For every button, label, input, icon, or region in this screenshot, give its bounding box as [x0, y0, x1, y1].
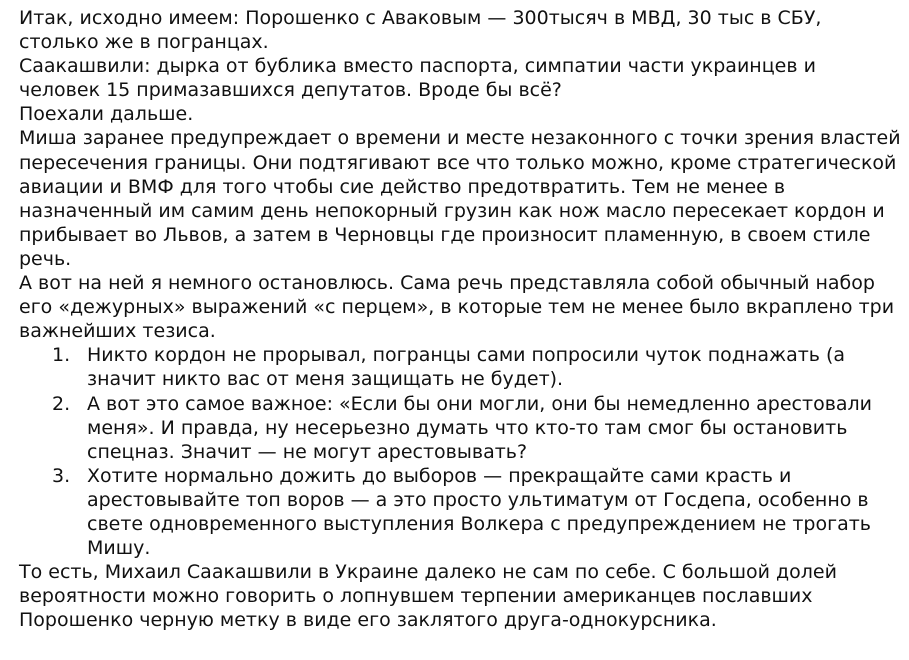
paragraph-border-crossing: Миша заранее предупреждает о времени и месте незаконного с точки зрения властей пересечения границы. Они подтягивают все что только можно, кроме стратегической авиации и ВМФ для того чтобы сие действо предотвратить. Тем не менее в назначенный им самим день непокорный грузин как нож масло пересекает кордон и прибывает во Львов, а затем в Черновцы где произносит пламенную, в своем стиле речь.	[19, 127, 901, 270]
paragraph-moving-on: Поехали дальше.	[19, 103, 194, 126]
theses-list	[19, 343, 901, 560]
list-item-number: 3.	[52, 464, 71, 487]
list-item-text: А вот это самое важное: «Если бы они могли, они бы немедленно арестовали меня». И правда, ну несерьезно думать что кто-то там смог бы остановить спецназ. Значит — не могут арестовывать?	[87, 392, 873, 463]
list-item-number: 2.	[52, 392, 71, 415]
paragraph-speech-intro: А вот на ней я немного остановлюсь. Сама речь представляла собой обычный набор его «дежурных» выражений «с перцем», в которые тем не менее было вкраплено три важнейших тезиса.	[19, 272, 895, 343]
list-item	[52, 464, 901, 560]
list-item-number: 1.	[52, 344, 71, 367]
list-item-text: Хотите нормально дожить до выборов — прекращайте сами красть и арестовывайте топ воров — а это просто ультиматум от Госдепа, особенно в свете одновременного выступления Волкера с предупреждением не трогать Мишу.	[87, 464, 871, 560]
paragraph-conclusion: То есть, Михаил Саакашвили в Украине далеко не сам по себе. С большой долей вероятности можно говорить о лопнувшем терпении американцев пославших Порошенко черную метку в виде его заклятого друга-однокурсника.	[19, 561, 837, 632]
list-item-text: Никто кордон не прорывал, погранцы сами попросили чуток поднажать (а значит никто вас от меня защищать не будет).	[87, 344, 846, 391]
list-item	[52, 343, 901, 391]
list-item	[52, 392, 901, 464]
paragraph-initial-forces: Итак, исходно имеем: Порошенко с Аваковым — 300тысяч в МВД, 30 тыс в СБУ, столько же в погранцах.	[19, 7, 822, 54]
paragraph-saakashvili-resources: Саакашвили: дырка от бублика вместо паспорта, симпатии части украинцев и человек 15 примазавшихся депутатов. Вроде бы всё?	[19, 55, 816, 102]
